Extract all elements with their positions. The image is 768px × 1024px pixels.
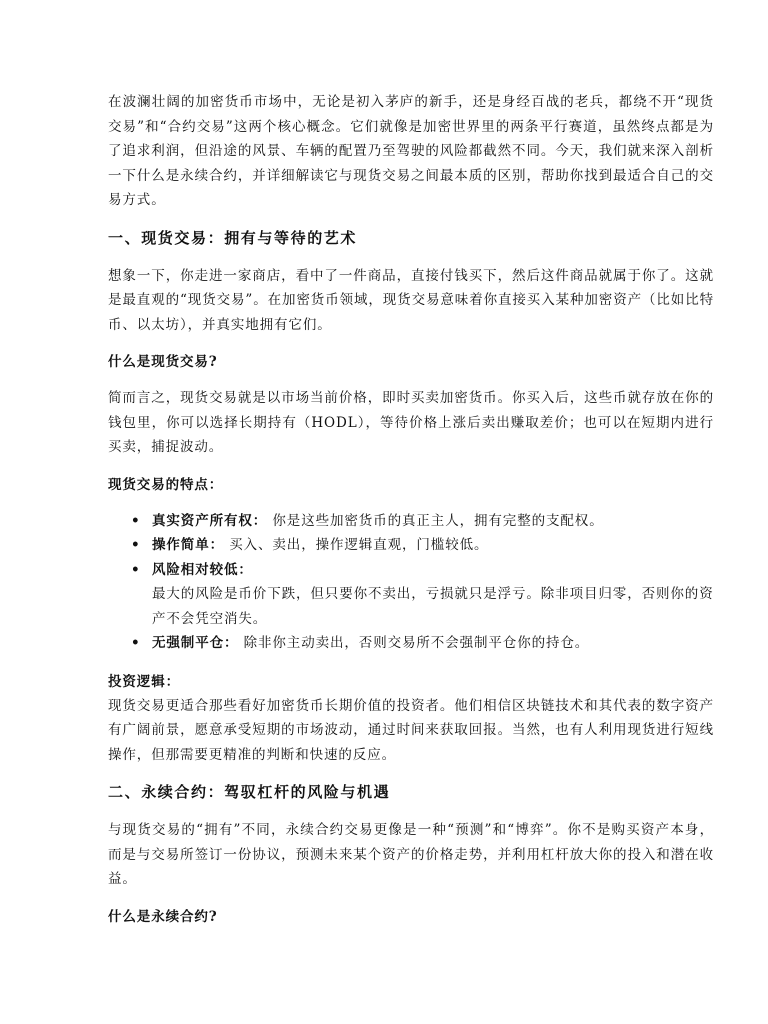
section1-heading: 一、现货交易：拥有与等待的艺术 [108, 228, 358, 247]
list-item [131, 509, 714, 534]
investment-logic-paragraph: 现货交易更适合那些看好加密货币长期价值的投资者。他们相信区块链技术和其代表的数字资产有广阔前景，愿意承受短期的市场波动，通过时间来获取回报。当然，也有人利用现货进行短线操作，但那需要更精准的判断和快速的反应。 [108, 697, 714, 763]
intro-paragraph: 在波澜壮阔的加密货币市场中，无论是初入茅庐的新手，还是身经百战的老兵，都绕不开“现货交易”和“合约交易”这两个核心概念。它们就像是加密世界里的两条平行赛道，虽然终点都是为了追求利润，但沿途的风景、车辆的配置乃至驾驶的风险都截然不同。今天，我们就来深入剖析一下什么是永续合约，并详细解读它与现货交易之间最本质的区别，帮助你找到最适合自己的交易方式。 [108, 94, 714, 208]
spot-features-heading: 现货交易的特点： [108, 476, 224, 493]
section2-heading: 二、永续合约：驾驭杠杆的风险与机遇 [108, 783, 391, 801]
spot-features-list [108, 509, 714, 656]
bullet-icon: • [131, 512, 141, 529]
bullet-icon: • [131, 561, 141, 578]
feature-text: 买入、卖出，操作逻辑直观，门槛较低。 [229, 537, 489, 553]
bullet-icon: • [131, 537, 141, 553]
bullet-icon: • [131, 635, 141, 651]
section1-intro-paragraph: 想象一下，你走进一家商店，看中了一件商品，直接付钱买下，然后这件商品就属于你了。这就是最直观的“现货交易”。在加密货币领域，现货交易意味着你直接买入某种加密资产（比如比特币、以太坊），并真实地拥有它们。 [108, 267, 715, 333]
feature-term: 无强制平仓： [152, 635, 239, 651]
feature-text: 最大的风险是币价下跌，但只要你不卖出，亏损就只是浮亏。除非项目归零，否则你的资产不会凭空消失。 [152, 586, 714, 627]
investment-logic-heading: 投资逻辑： [108, 673, 180, 690]
feature-term: 操作简单： [152, 537, 224, 553]
list-item [131, 533, 714, 558]
feature-text: 除非你主动卖出，否则交易所不会强制平仓你的持仓。 [243, 635, 590, 651]
spot-definition-heading: 什么是现货交易? [108, 354, 218, 370]
spot-definition-paragraph: 简而言之，现货交易就是以市场当前价格，即时买卖加密货币。你买入后，这些币就存放在你的钱包里，你可以选择长期持有（HODL），等待价格上涨后卖出赚取差价；也可以在短期内进行买卖，捕捉波动。 [108, 390, 714, 455]
section2-intro-paragraph: 与现货交易的“拥有”不同，永续合约交易更像是一种“预测”和“博弈”。你不是购买资产本身，而是与交易所签订一份协议，预测未来某个资产的价格走势，并利用杠杆放大你的投入和潜在收益。 [108, 822, 714, 887]
article [108, 90, 714, 941]
perpetual-definition-heading: 什么是永续合约? [108, 908, 218, 925]
feature-text: 你是这些加密货币的真正主人，拥有完整的支配权。 [272, 512, 604, 529]
feature-term: 真实资产所有权： [152, 512, 268, 529]
feature-term: 风险相对较低： [152, 561, 253, 578]
list-item [131, 631, 714, 656]
list-item [131, 558, 714, 632]
